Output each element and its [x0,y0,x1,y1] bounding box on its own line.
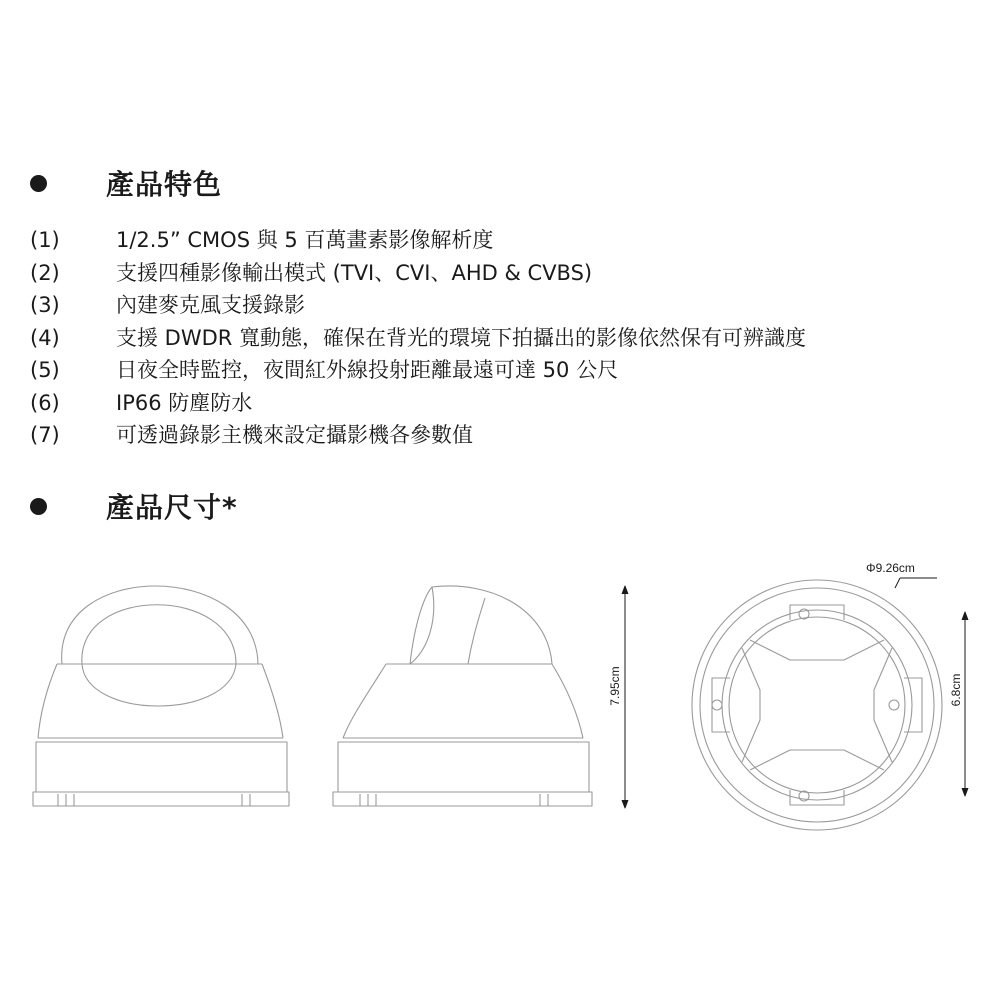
feature-number: (5) [30,358,60,382]
diameter-label: Φ9.26cm [866,561,915,575]
feature-text: 內建麥克風支援錄影 [116,293,305,317]
dimension-drawings [0,560,1000,850]
feature-number: (6) [30,390,60,415]
diameter-leader-line [895,578,937,588]
feature-text: 1/2.5” CMOS 與 5 百萬畫素影像解析度 [116,228,494,252]
features-heading-text: 產品特色 [106,168,223,201]
front-view-drawing [33,586,289,806]
height-dimension-line [622,586,628,808]
feature-text: 支援四種影像輸出模式 (TVI、CVI、AHD & CVBS) [116,260,593,285]
features-heading [30,163,223,203]
feature-text: IP66 防塵防水 [116,390,253,415]
bullet-icon [30,498,47,515]
dimensions-heading [30,486,238,526]
base-height-label: 6.8cm [949,673,964,707]
feature-text: 可透過錄影主機來設定攝影機各參數值 [116,423,473,447]
feature-number: (2) [30,260,60,285]
dimensions-heading-text: 產品尺寸* [106,491,238,524]
base-view-drawing [692,580,942,830]
feature-number: (7) [30,423,60,447]
feature-text: 支援 DWDR 寬動態，確保在背光的環境下拍攝出的影像依然保有可辨識度 [116,325,807,350]
bullet-icon [30,175,47,192]
feature-number: (1) [30,228,60,252]
height-label: 7.95cm [608,666,623,706]
feature-number: (4) [30,325,60,350]
feature-text: 日夜全時監控，夜間紅外線投射距離最遠可達 50 公尺 [116,358,619,382]
side-view-drawing [333,586,592,806]
feature-number: (3) [30,293,60,317]
